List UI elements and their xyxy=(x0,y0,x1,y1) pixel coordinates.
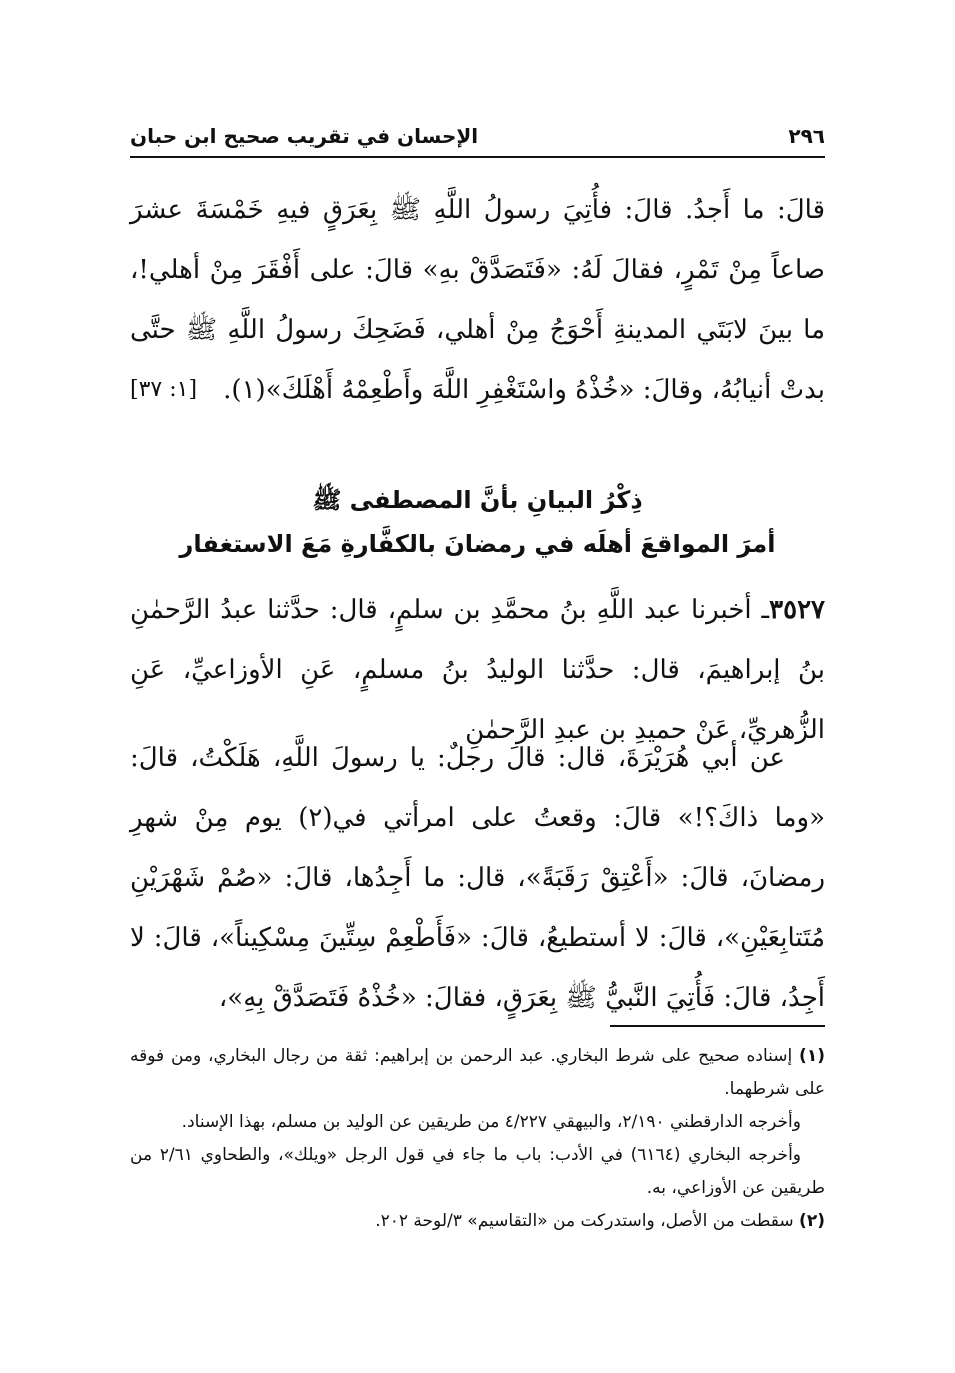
paragraph-text: قالَ: ما أَجدُ. قالَ: فأُتِيَ رسولُ اللَّهِ ﷺ بِعَرَقٍ فيهِ خَمْسَةَ عشرَ صاعاً مِنْ تَمْرٍ، فقالَ لَهُ: «فَتَصَدَّقْ بهِ» قالَ: على أَفْقَرَ مِنْ أهلي!، ما بينَ لابَتَي المدينةِ أَحْوَجُ مِنْ أهلي، فَضَحِكَ رسولُ اللَّهِ ﷺ حتَّى بدتْ أنيابُهُ، وقالَ: «خُذْهُ واسْتَغْفِرِ اللَّهَ وأَطْعِمْهُ أَهْلَكَ»(١). xyxy=(130,195,825,405)
heading-line-2: أمرَ المواقعَ أهلَه في رمضانَ بالكفَّارةِ مَعَ الاستغفار xyxy=(179,530,776,558)
book-title: الإحسان في تقريب صحيح ابن حبان xyxy=(130,124,479,148)
page-number: ٢٩٦ xyxy=(788,124,825,148)
volume-reference: [١: ٣٧] xyxy=(130,377,198,402)
footnotes xyxy=(130,1040,825,1238)
hadith-number: ٣٥٢٧ xyxy=(769,595,825,625)
footnote-separator xyxy=(610,1025,825,1027)
footnote-number: (١) xyxy=(799,1046,825,1066)
running-header xyxy=(130,120,825,158)
footnote-1-continued xyxy=(130,1139,825,1205)
footnote-text: إسناده صحيح على شرط البخاري. عبد الرحمن بن إبراهيم: ثقة من رجال البخاري، ومن فوقه على شرطهما. xyxy=(130,1046,825,1099)
paragraph-continued xyxy=(130,180,825,420)
matn-text: عن أبي هُرَيْرَةَ، قال: قالَ رجلٌ: يا رسولَ اللَّهِ، هَلَكْتُ، قالَ: «وما ذاكَ؟!» قالَ: وقعتُ على امرأتي في(٢) يوم مِنْ شهرِ رمضانَ، قالَ: «أَعْتِقْ رَقَبَةً»، قال: ما أَجِدُها، قالَ: «صُمْ شَهْرَيْنِ مُتَتابِعَيْنِ»، قالَ: لا أستطيعُ، قالَ: «فَأَطْعِمْ سِتِّينَ مِسْكِيناً»، قالَ: لا أَجِدُ، قالَ: فَأُتِيَ النَّبيُّ ﷺ بِعَرَقٍ، فقالَ: «خُذْهُ فَتَصَدَّقْ بِهِ»، xyxy=(130,743,825,1013)
footnote-2 xyxy=(130,1205,825,1238)
hadith-text-paragraph xyxy=(130,728,825,1028)
heading-line-1: ذِكْرُ البيانِ بأنَّ المصطفى ﷺ xyxy=(312,486,643,514)
footnote-text: وأخرجه الدارقطني ٢/١٩٠، والبيهقي ٤/٢٢٧ من طريقين عن الوليد بن مسلم، بهذا الإسناد. xyxy=(181,1112,801,1132)
footnote-number: (٢) xyxy=(799,1211,825,1231)
footnote-text: سقطت من الأصل، واستدركت من «التقاسيم» ٣/لوحة ٢٠٢. xyxy=(375,1211,794,1231)
isnad-text: ـ أخبرنا عبد اللَّهِ بنُ محمَّدِ بن سلمٍ، قال: حدَّثنا عبدُ الرَّحمٰنِ بنُ إبراهيمَ، قال: حدَّثنا الوليدُ بنُ مسلمٍ، عَنِ الأوزاعيِّ، عَنِ الزُّهريِّ، عَنْ حميدِ بن عبدِ الرَّحمٰنِ xyxy=(130,595,825,745)
section-heading xyxy=(130,478,825,566)
footnote-1-continued xyxy=(130,1106,825,1139)
footnote-1 xyxy=(130,1040,825,1106)
footnote-text: وأخرجه البخاري (٦١٦٤) في الأدب: باب ما جاء في قول الرجل «ويلك»، والطحاوي ٢/٦١ من طريقين عن الأوزاعي، به. xyxy=(130,1145,825,1198)
